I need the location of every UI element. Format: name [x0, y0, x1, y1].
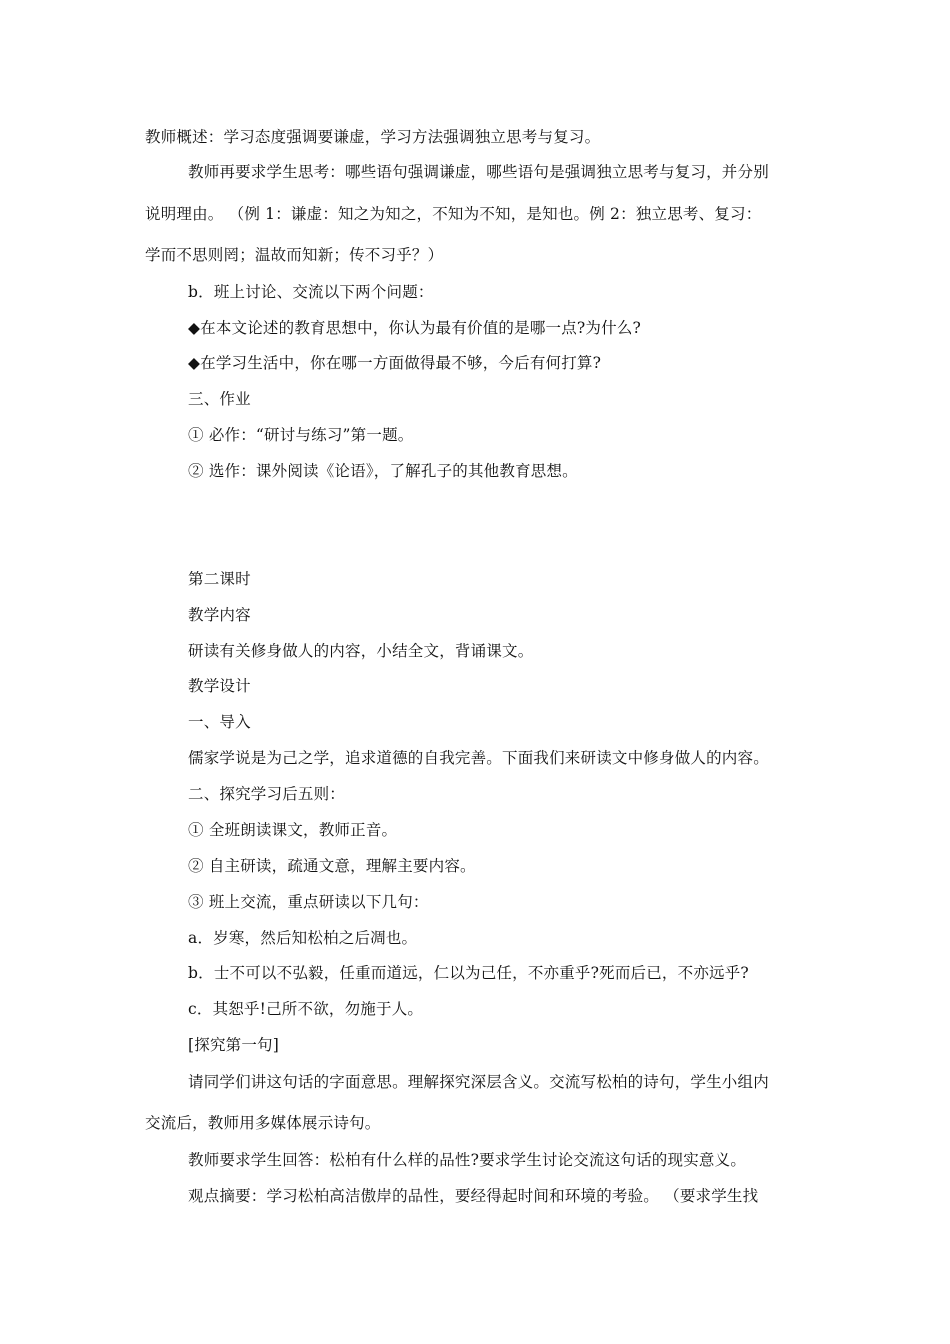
teaching-design-heading: 教学设计: [188, 677, 251, 695]
thinking-question-line-3: 学而不思则罔；温故而知新；传不习乎？）: [145, 246, 444, 264]
lesson-two-heading: 第二课时: [188, 570, 251, 588]
teacher-question: 教师要求学生回答：松柏有什么样的品性?要求学生讨论交流这句话的现实意义。: [188, 1151, 747, 1169]
introduction-text: 儒家学说是为己之学，追求道德的自我完善。下面我们来研读文中修身做人的内容。: [188, 749, 769, 767]
inquiry-step-3: ③ 班上交流，重点研读以下几句：: [188, 893, 429, 911]
inquiry-first-sentence-heading: [探究第一句]: [188, 1036, 279, 1054]
section-introduction: 一、导入: [188, 713, 251, 731]
summary-paragraph: 教师概述：学习态度强调要谦虚，学习方法强调独立思考与复习。: [145, 128, 601, 146]
section-inquiry: 二、探究学习后五则：: [188, 785, 346, 803]
thinking-question-line-2: 说明理由。 （例 1：谦虚：知之为知之，不知为不知，是知也。例 2：独立思考、复习：: [145, 205, 762, 223]
homework-required: ① 必作：“研讨与练习”第一题。: [188, 426, 414, 444]
section-homework: 三、作业: [188, 390, 251, 408]
quote-c: c．其恕乎!己所不欲，勿施于人。: [188, 1000, 424, 1018]
discussion-question-2: ◆在学习生活中，你在哪一方面做得最不够，今后有何打算?: [188, 354, 602, 372]
homework-optional: ② 选作：课外阅读《论语》，了解孔子的其他教育思想。: [188, 462, 578, 480]
teaching-content-heading: 教学内容: [188, 606, 251, 624]
discussion-question-1: ◆在本文论述的教育思想中，你认为最有价值的是哪一点?为什么?: [188, 319, 642, 337]
quote-a: a．岁寒，然后知松柏之后凋也。: [188, 929, 418, 947]
quote-b: b．士不可以不弘毅，任重而道远，仁以为己任，不亦重乎?死而后已，不亦远乎?: [188, 964, 749, 982]
inquiry-step-1: ① 全班朗读课文，教师正音。: [188, 821, 398, 839]
discussion-intro: b．班上讨论、交流以下两个问题：: [188, 283, 434, 301]
teaching-content-text: 研读有关修身做人的内容，小结全文，背诵课文。: [188, 642, 534, 660]
inquiry-step-2: ② 自主研读，疏通文意，理解主要内容。: [188, 857, 476, 875]
inquiry-first-line-2: 交流后，教师用多媒体展示诗句。: [145, 1114, 381, 1132]
viewpoint-summary: 观点摘要：学习松柏高洁傲岸的品性，要经得起时间和环境的考验。 （要求学生找: [188, 1187, 759, 1205]
thinking-question-line-1: 教师再要求学生思考：哪些语句强调谦虚，哪些语句是强调独立思考与复习，并分别: [188, 163, 769, 181]
inquiry-first-line-1: 请同学们讲这句话的字面意思。理解探究深层含义。交流写松柏的诗句，学生小组内: [188, 1073, 769, 1091]
